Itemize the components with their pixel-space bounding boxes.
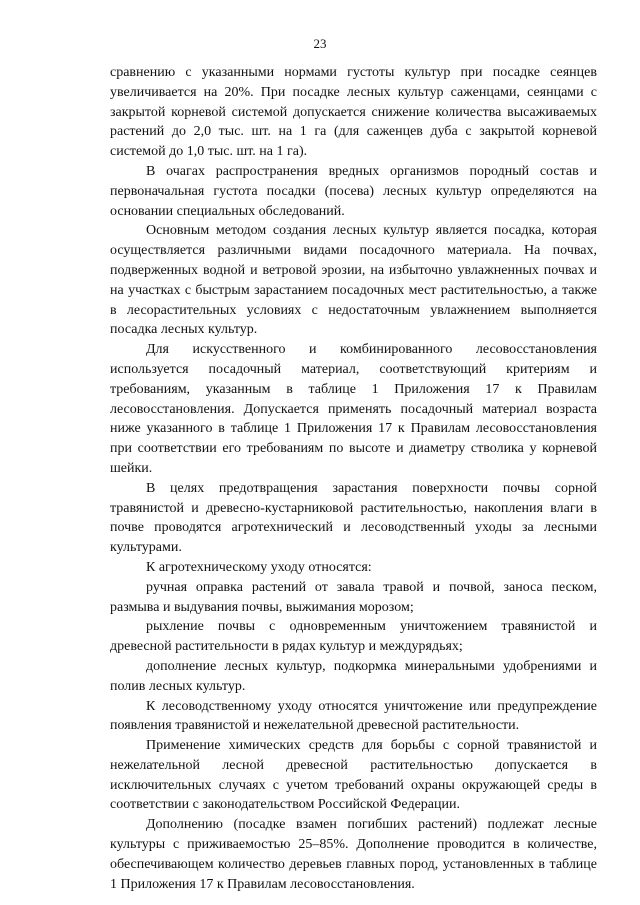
paragraph-manual-correction: ручная оправка растений от завала травой и почвой, заноса песком, размыва и выдувания почвы, выжимания морозом; [110, 579, 597, 615]
paragraph-silvicultural-care: К лесоводственному уходу относятся уничтожение или предупреждение появления травянистой и нежелательной древесной растительности. [110, 698, 597, 734]
paragraph-chemical-means: Применение химических средств для борьбы с сорной травянистой и нежелательной лесной древесной растительностью допускается в исключительных случаях с учетом требований охраны окружающей среды в соответствии с законодательством Российской Федерации. [110, 738, 597, 813]
paragraph-planting-method: Основным методом создания лесных культур является посадка, которая осуществляется различными видами посадочного материала. На почвах, подверженных водной и ветровой эрозии, на избыточно увлажненных почвах и на участках с быстрым зарастанием посадочных мест растительностью, а также в лесорастительных условиях с недостаточным увлажнением выполняется посадка лесных культур. [110, 223, 597, 338]
paragraph-soil-loosening: рыхление почвы с одновременным уничтожением травянистой и древесной растительности в рядах культур и междурядьях; [110, 619, 597, 655]
paragraph-supplementation-fertilizing: дополнение лесных культур, подкормка минеральными удобрениями и полив лесных культур. [110, 658, 597, 694]
paragraph-continuation: сравнению с указанными нормами густоты культур при посадке сеянцев увеличивается на 20%. При посадке лесных культур саженцами, сеянцами с закрытой корневой системой допускается снижение количества высаживаемых растений до 2,0 тыс. шт. на 1 га (для саженцев дуба с закрытой корневой системой до 1,0 тыс. шт. на 1 га). [110, 65, 597, 160]
page-number: 23 [313, 36, 327, 51]
paragraph-agrotechnical-care-heading: К агротехническому уходу относятся: [146, 559, 372, 575]
paragraph-care-purpose: В целях предотвращения зарастания поверхности почвы сорной травянистой и древесно-кустарниковой растительностью, накопления влаги в почве проводятся агротехнический и лесоводственный уходы за лесными культурами. [110, 480, 597, 556]
body-text [110, 63, 597, 894]
paragraph-planting-material: Для искусственного и комбинированного лесовосстановления используется посадочный материал, соответствующий критериям и требованиям, указанным в таблице 1 Приложения 17 к Правилам лесовосстановления. Допускается применять посадочный материал возраста ниже указанного в таблице 1 Приложения 17 к Правилам лесовосстановления при соответствии его требованиям по высоте и диаметру стволика у корневой шейки. [110, 342, 597, 476]
paragraph-replanting: Дополнению (посадке взамен погибших растений) подлежат лесные культуры с приживаемостью 25–85%. Дополнение проводится в количестве, обеспечивающем количество деревьев главных пород, установленных в таблице 1 Приложения 17 к Правилам лесовосстановления. [110, 817, 597, 892]
paragraph-pest-foci: В очагах распространения вредных организмов породный состав и первоначальная густота посадки (посева) лесных культур определяются на основании специальных обследований. [110, 163, 597, 219]
